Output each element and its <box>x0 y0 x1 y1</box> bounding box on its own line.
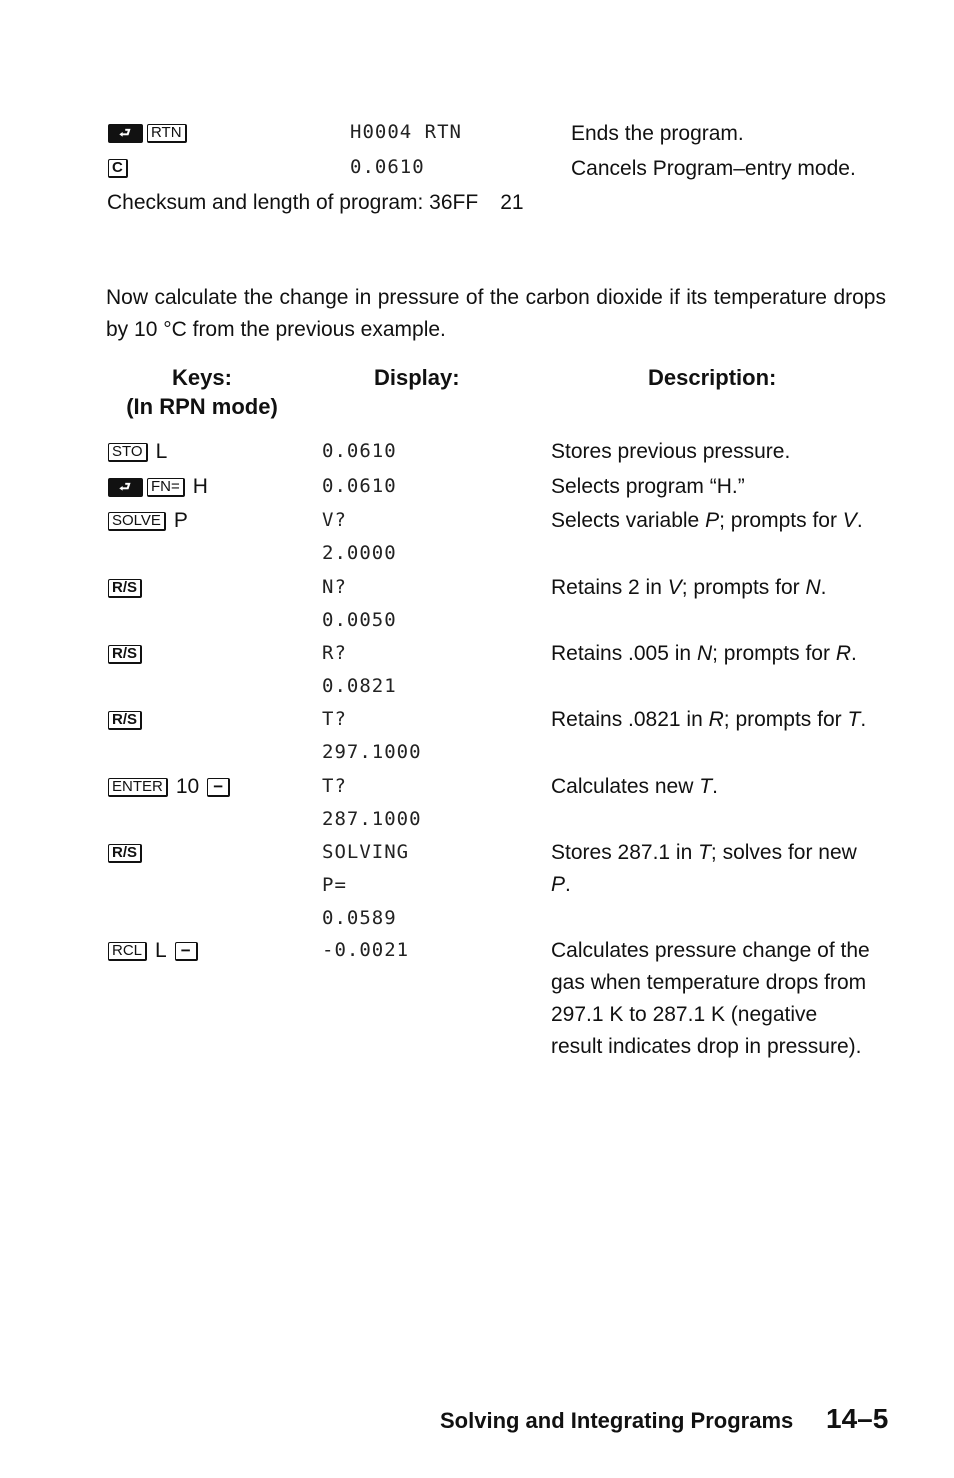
rtn-key: RTN <box>147 124 187 143</box>
row-description: Retains .0821 in R; prompts for T. <box>551 708 867 731</box>
key-argument: P <box>173 509 188 533</box>
header-keys <box>102 363 302 421</box>
checksum-line <box>107 191 524 215</box>
top-row-2-description: Cancels Program–entry mode. <box>571 157 856 180</box>
solve-key: SOLVE <box>108 512 166 531</box>
row-description: Calculates new T. <box>551 775 718 798</box>
r-s-key: R/S <box>108 645 142 664</box>
intro-paragraph: Now calculate the change in pressure of the carbon dioxide if its temperature drops by 10 °C from the previous example. <box>106 286 886 341</box>
enter-key: ENTER <box>108 778 168 797</box>
shift-key-icon: ⮐ <box>108 478 143 497</box>
footer-page-number: 14–5 <box>826 1403 889 1434</box>
row-display <box>322 576 397 642</box>
header-keys-line2: (In RPN mode) <box>126 394 278 419</box>
display-line: 287.1000 <box>322 808 422 830</box>
key-argument: 10 <box>175 775 200 799</box>
top-row-2-display: 0.0610 <box>350 156 425 178</box>
row-display <box>322 475 397 508</box>
header-display: Display: <box>374 365 460 390</box>
minus-key: − <box>175 942 198 961</box>
fn-key: FN= <box>147 478 185 497</box>
row-keys <box>108 576 146 600</box>
row-description: Calculates pressure change of the gas when temperature drops from 297.1 K to 287.1 K (negative result indicates drop in pressure). <box>551 939 870 1058</box>
display-line: N? <box>322 576 347 598</box>
row-keys <box>108 708 146 732</box>
display-line: 297.1000 <box>322 741 422 763</box>
r-s-key: R/S <box>108 844 142 863</box>
row-keys <box>108 440 175 464</box>
top-row-1-keys <box>108 121 191 145</box>
top-row-2-keys <box>108 156 132 180</box>
key-argument: H <box>192 475 208 499</box>
display-line: -0.0021 <box>322 939 410 961</box>
top-row-1-description: Ends the program. <box>571 122 744 145</box>
row-description: Selects program “H.” <box>551 475 745 498</box>
display-line: T? <box>322 775 347 797</box>
row-display <box>322 708 422 774</box>
footer-section-title: Solving and Integrating Programs <box>440 1408 794 1433</box>
row-description: Selects variable P; prompts for V. <box>551 509 863 532</box>
checksum-length: 21 <box>500 191 524 214</box>
row-description: Stores 287.1 in T; solves for new P. <box>551 841 857 896</box>
shift-key-icon: ⮐ <box>108 124 143 143</box>
top-row-1-display: H0004 RTN <box>350 121 462 143</box>
key-argument: L <box>155 939 167 963</box>
row-keys <box>108 775 234 799</box>
r-s-key: R/S <box>108 579 142 598</box>
display-line: 2.0000 <box>322 542 397 564</box>
row-keys <box>108 475 216 499</box>
display-line: 0.0050 <box>322 609 397 631</box>
row-display <box>322 775 422 841</box>
row-description: Retains 2 in V; prompts for N. <box>551 576 827 599</box>
key-argument: L <box>155 440 168 464</box>
row-keys <box>108 939 202 963</box>
checksum-text: Checksum and length of program: 36FF <box>107 191 479 214</box>
display-line: 0.0610 <box>322 440 397 462</box>
display-line: SOLVING <box>322 841 410 863</box>
row-keys <box>108 509 196 533</box>
row-display <box>322 841 409 940</box>
display-line: P= <box>322 874 347 896</box>
minus-key: − <box>207 778 230 797</box>
row-keys <box>108 841 146 865</box>
row-display <box>322 440 397 473</box>
row-display <box>322 642 397 708</box>
rcl-key: RCL <box>108 942 147 961</box>
r-s-key: R/S <box>108 711 142 730</box>
display-line: 0.0610 <box>322 475 397 497</box>
display-line: 0.0589 <box>322 907 397 929</box>
row-keys <box>108 642 146 666</box>
header-keys-line1: Keys: <box>172 365 232 390</box>
display-line: 0.0821 <box>322 675 397 697</box>
sto-key: STO <box>108 443 148 462</box>
display-line: T? <box>322 708 347 730</box>
header-description: Description: <box>648 365 777 390</box>
row-display <box>322 509 397 575</box>
row-description: Stores previous pressure. <box>551 440 791 463</box>
display-line: R? <box>322 642 347 664</box>
display-line: V? <box>322 509 347 531</box>
row-display <box>322 939 409 972</box>
row-description: Retains .005 in N; prompts for R. <box>551 642 857 665</box>
c-key: C <box>108 159 128 178</box>
